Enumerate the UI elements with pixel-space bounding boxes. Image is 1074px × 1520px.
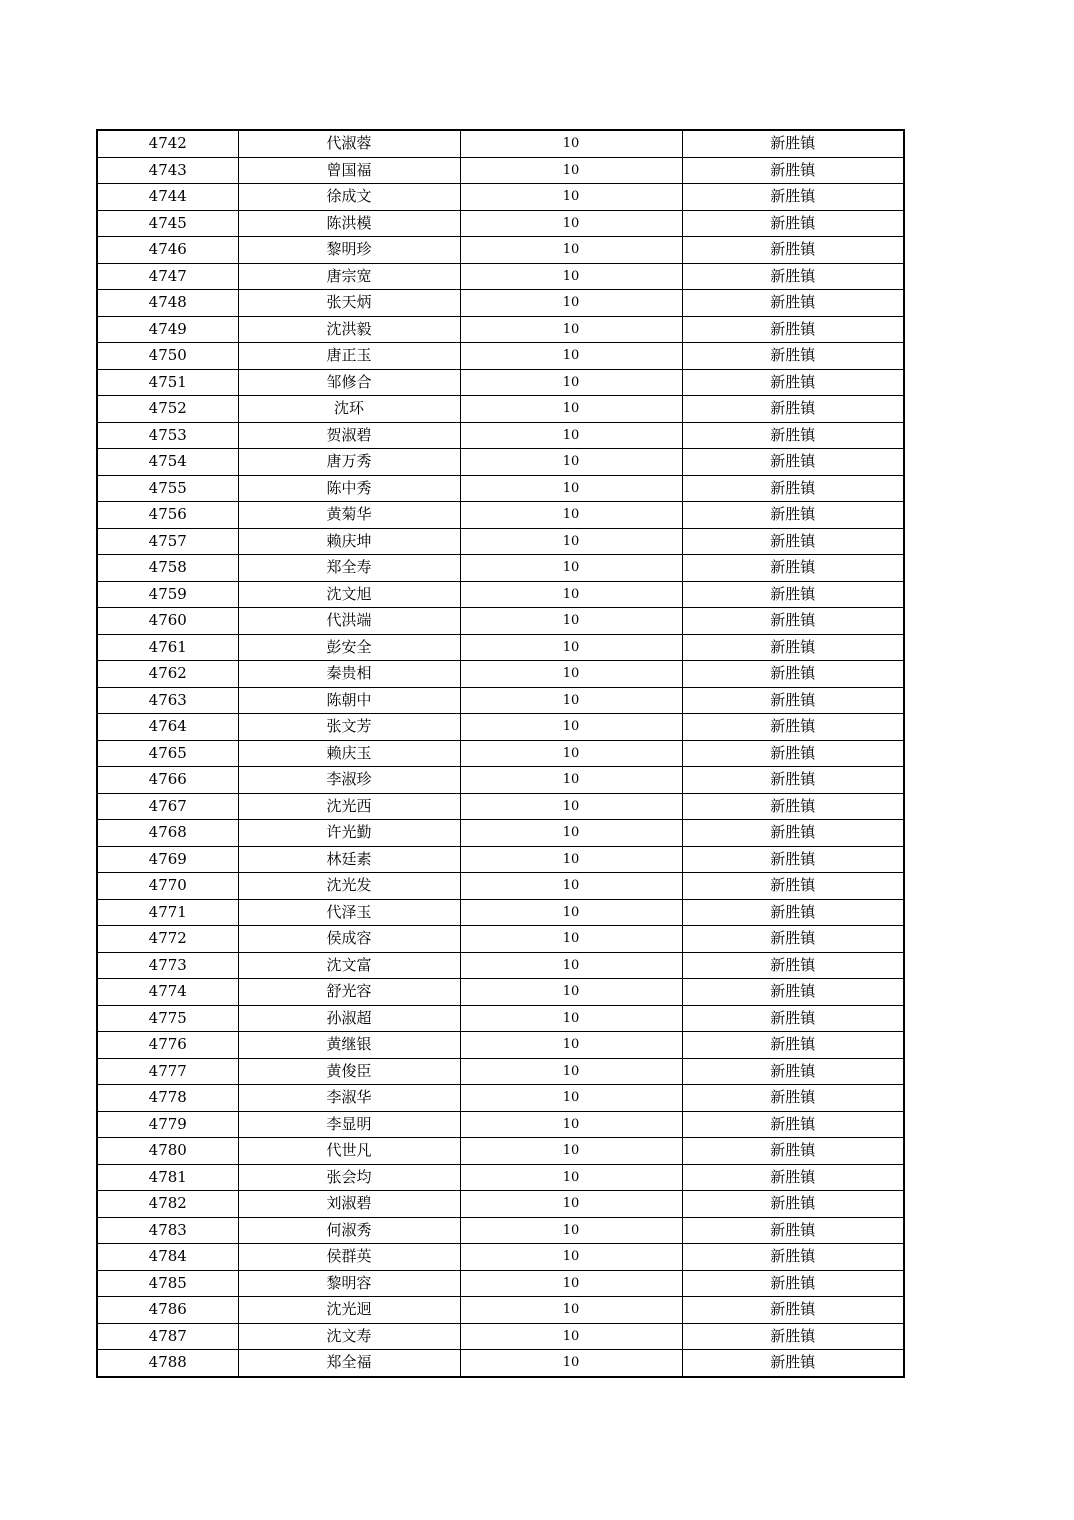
town-cell: 新胜镇 xyxy=(682,820,904,847)
row-number-cell: 4784 xyxy=(97,1244,238,1271)
amount-cell: 10 xyxy=(460,926,682,953)
name-cell: 舒光容 xyxy=(238,979,460,1006)
table-row xyxy=(97,422,904,449)
name-cell: 唐宗宽 xyxy=(238,263,460,290)
row-number-cell: 4772 xyxy=(97,926,238,953)
town-cell: 新胜镇 xyxy=(682,661,904,688)
table-row xyxy=(97,1138,904,1165)
name-cell: 孙淑超 xyxy=(238,1005,460,1032)
table-row xyxy=(97,369,904,396)
town-cell: 新胜镇 xyxy=(682,1032,904,1059)
amount-cell: 10 xyxy=(460,1111,682,1138)
amount-cell: 10 xyxy=(460,449,682,476)
table-row xyxy=(97,263,904,290)
amount-cell: 10 xyxy=(460,1085,682,1112)
row-number-cell: 4764 xyxy=(97,714,238,741)
row-number-cell: 4748 xyxy=(97,290,238,317)
table-row xyxy=(97,634,904,661)
town-cell: 新胜镇 xyxy=(682,1085,904,1112)
town-cell: 新胜镇 xyxy=(682,263,904,290)
town-cell: 新胜镇 xyxy=(682,316,904,343)
table-row xyxy=(97,1164,904,1191)
town-cell: 新胜镇 xyxy=(682,767,904,794)
name-cell: 秦贵相 xyxy=(238,661,460,688)
town-cell: 新胜镇 xyxy=(682,846,904,873)
table-row xyxy=(97,184,904,211)
table-row xyxy=(97,210,904,237)
amount-cell: 10 xyxy=(460,873,682,900)
town-cell: 新胜镇 xyxy=(682,581,904,608)
amount-cell: 10 xyxy=(460,343,682,370)
amount-cell: 10 xyxy=(460,475,682,502)
amount-cell: 10 xyxy=(460,661,682,688)
row-number-cell: 4750 xyxy=(97,343,238,370)
table-row xyxy=(97,502,904,529)
town-cell: 新胜镇 xyxy=(682,979,904,1006)
table-row xyxy=(97,1270,904,1297)
town-cell: 新胜镇 xyxy=(682,1058,904,1085)
table-row xyxy=(97,1244,904,1271)
name-cell: 陈洪模 xyxy=(238,210,460,237)
row-number-cell: 4771 xyxy=(97,899,238,926)
name-cell: 邹修合 xyxy=(238,369,460,396)
table-row xyxy=(97,952,904,979)
table-row xyxy=(97,1005,904,1032)
name-cell: 侯成容 xyxy=(238,926,460,953)
amount-cell: 10 xyxy=(460,1217,682,1244)
name-cell: 沈洪毅 xyxy=(238,316,460,343)
table-row xyxy=(97,873,904,900)
table-row xyxy=(97,608,904,635)
table-row xyxy=(97,343,904,370)
amount-cell: 10 xyxy=(460,184,682,211)
amount-cell: 10 xyxy=(460,1323,682,1350)
amount-cell: 10 xyxy=(460,157,682,184)
town-cell: 新胜镇 xyxy=(682,502,904,529)
table-row xyxy=(97,1111,904,1138)
town-cell: 新胜镇 xyxy=(682,1111,904,1138)
amount-cell: 10 xyxy=(460,237,682,264)
name-cell: 何淑秀 xyxy=(238,1217,460,1244)
row-number-cell: 4746 xyxy=(97,237,238,264)
amount-cell: 10 xyxy=(460,979,682,1006)
name-cell: 郑全寿 xyxy=(238,555,460,582)
amount-cell: 10 xyxy=(460,767,682,794)
town-cell: 新胜镇 xyxy=(682,528,904,555)
row-number-cell: 4751 xyxy=(97,369,238,396)
amount-cell: 10 xyxy=(460,1270,682,1297)
table-row xyxy=(97,1191,904,1218)
town-cell: 新胜镇 xyxy=(682,793,904,820)
town-cell: 新胜镇 xyxy=(682,926,904,953)
table-row xyxy=(97,1217,904,1244)
name-cell: 沈文富 xyxy=(238,952,460,979)
town-cell: 新胜镇 xyxy=(682,899,904,926)
name-cell: 张文芳 xyxy=(238,714,460,741)
table-row xyxy=(97,237,904,264)
row-number-cell: 4747 xyxy=(97,263,238,290)
row-number-cell: 4763 xyxy=(97,687,238,714)
town-cell: 新胜镇 xyxy=(682,952,904,979)
row-number-cell: 4758 xyxy=(97,555,238,582)
amount-cell: 10 xyxy=(460,1005,682,1032)
row-number-cell: 4753 xyxy=(97,422,238,449)
amount-cell: 10 xyxy=(460,1164,682,1191)
amount-cell: 10 xyxy=(460,369,682,396)
town-cell: 新胜镇 xyxy=(682,608,904,635)
town-cell: 新胜镇 xyxy=(682,343,904,370)
town-cell: 新胜镇 xyxy=(682,687,904,714)
row-number-cell: 4755 xyxy=(97,475,238,502)
name-cell: 彭安全 xyxy=(238,634,460,661)
row-number-cell: 4785 xyxy=(97,1270,238,1297)
name-cell: 赖庆坤 xyxy=(238,528,460,555)
name-cell: 贺淑碧 xyxy=(238,422,460,449)
amount-cell: 10 xyxy=(460,422,682,449)
row-number-cell: 4770 xyxy=(97,873,238,900)
town-cell: 新胜镇 xyxy=(682,873,904,900)
name-cell: 黎明珍 xyxy=(238,237,460,264)
row-number-cell: 4777 xyxy=(97,1058,238,1085)
table-row xyxy=(97,475,904,502)
row-number-cell: 4754 xyxy=(97,449,238,476)
town-cell: 新胜镇 xyxy=(682,237,904,264)
amount-cell: 10 xyxy=(460,1297,682,1324)
name-cell: 郑全福 xyxy=(238,1350,460,1377)
town-cell: 新胜镇 xyxy=(682,1323,904,1350)
name-cell: 唐正玉 xyxy=(238,343,460,370)
table-row xyxy=(97,528,904,555)
town-cell: 新胜镇 xyxy=(682,1217,904,1244)
amount-cell: 10 xyxy=(460,502,682,529)
amount-cell: 10 xyxy=(460,687,682,714)
amount-cell: 10 xyxy=(460,1032,682,1059)
amount-cell: 10 xyxy=(460,1350,682,1377)
table-row xyxy=(97,130,904,157)
amount-cell: 10 xyxy=(460,1058,682,1085)
town-cell: 新胜镇 xyxy=(682,422,904,449)
name-cell: 李淑珍 xyxy=(238,767,460,794)
name-cell: 沈文寿 xyxy=(238,1323,460,1350)
amount-cell: 10 xyxy=(460,555,682,582)
amount-cell: 10 xyxy=(460,263,682,290)
row-number-cell: 4769 xyxy=(97,846,238,873)
amount-cell: 10 xyxy=(460,210,682,237)
row-number-cell: 4788 xyxy=(97,1350,238,1377)
amount-cell: 10 xyxy=(460,1138,682,1165)
town-cell: 新胜镇 xyxy=(682,157,904,184)
name-cell: 黎明容 xyxy=(238,1270,460,1297)
amount-cell: 10 xyxy=(460,899,682,926)
table-row xyxy=(97,846,904,873)
name-cell: 沈光迥 xyxy=(238,1297,460,1324)
row-number-cell: 4749 xyxy=(97,316,238,343)
name-cell: 赖庆玉 xyxy=(238,740,460,767)
name-cell: 林廷素 xyxy=(238,846,460,873)
name-cell: 李显明 xyxy=(238,1111,460,1138)
amount-cell: 10 xyxy=(460,608,682,635)
row-number-cell: 4762 xyxy=(97,661,238,688)
table-row xyxy=(97,555,904,582)
name-cell: 代淑蓉 xyxy=(238,130,460,157)
town-cell: 新胜镇 xyxy=(682,475,904,502)
amount-cell: 10 xyxy=(460,952,682,979)
name-cell: 唐万秀 xyxy=(238,449,460,476)
row-number-cell: 4774 xyxy=(97,979,238,1006)
row-number-cell: 4773 xyxy=(97,952,238,979)
town-cell: 新胜镇 xyxy=(682,184,904,211)
town-cell: 新胜镇 xyxy=(682,1005,904,1032)
name-cell: 代洪端 xyxy=(238,608,460,635)
row-number-cell: 4756 xyxy=(97,502,238,529)
town-cell: 新胜镇 xyxy=(682,290,904,317)
row-number-cell: 4760 xyxy=(97,608,238,635)
amount-cell: 10 xyxy=(460,290,682,317)
town-cell: 新胜镇 xyxy=(682,1350,904,1377)
name-cell: 代泽玉 xyxy=(238,899,460,926)
row-number-cell: 4787 xyxy=(97,1323,238,1350)
table-row xyxy=(97,926,904,953)
name-cell: 沈文旭 xyxy=(238,581,460,608)
table-row xyxy=(97,899,904,926)
row-number-cell: 4780 xyxy=(97,1138,238,1165)
name-cell: 侯群英 xyxy=(238,1244,460,1271)
amount-cell: 10 xyxy=(460,396,682,423)
amount-cell: 10 xyxy=(460,793,682,820)
table-row xyxy=(97,316,904,343)
town-cell: 新胜镇 xyxy=(682,555,904,582)
amount-cell: 10 xyxy=(460,846,682,873)
table-row xyxy=(97,661,904,688)
name-cell: 陈朝中 xyxy=(238,687,460,714)
row-number-cell: 4745 xyxy=(97,210,238,237)
table-row xyxy=(97,157,904,184)
row-number-cell: 4765 xyxy=(97,740,238,767)
town-cell: 新胜镇 xyxy=(682,1270,904,1297)
amount-cell: 10 xyxy=(460,740,682,767)
row-number-cell: 4782 xyxy=(97,1191,238,1218)
table-row xyxy=(97,1032,904,1059)
town-cell: 新胜镇 xyxy=(682,1244,904,1271)
table-row xyxy=(97,1297,904,1324)
row-number-cell: 4757 xyxy=(97,528,238,555)
row-number-cell: 4786 xyxy=(97,1297,238,1324)
row-number-cell: 4743 xyxy=(97,157,238,184)
amount-cell: 10 xyxy=(460,1244,682,1271)
row-number-cell: 4779 xyxy=(97,1111,238,1138)
table-row xyxy=(97,1058,904,1085)
name-cell: 代世凡 xyxy=(238,1138,460,1165)
name-cell: 刘淑碧 xyxy=(238,1191,460,1218)
town-cell: 新胜镇 xyxy=(682,369,904,396)
row-number-cell: 4768 xyxy=(97,820,238,847)
table-row xyxy=(97,1085,904,1112)
row-number-cell: 4775 xyxy=(97,1005,238,1032)
name-cell: 沈光西 xyxy=(238,793,460,820)
name-cell: 张天炳 xyxy=(238,290,460,317)
table-row xyxy=(97,740,904,767)
town-cell: 新胜镇 xyxy=(682,396,904,423)
town-cell: 新胜镇 xyxy=(682,740,904,767)
town-cell: 新胜镇 xyxy=(682,1164,904,1191)
table-row xyxy=(97,449,904,476)
row-number-cell: 4766 xyxy=(97,767,238,794)
town-cell: 新胜镇 xyxy=(682,210,904,237)
row-number-cell: 4759 xyxy=(97,581,238,608)
table-row xyxy=(97,793,904,820)
name-cell: 张会均 xyxy=(238,1164,460,1191)
table-row xyxy=(97,687,904,714)
town-cell: 新胜镇 xyxy=(682,714,904,741)
table-row xyxy=(97,714,904,741)
table-row xyxy=(97,767,904,794)
name-cell: 曾国福 xyxy=(238,157,460,184)
table-row xyxy=(97,396,904,423)
town-cell: 新胜镇 xyxy=(682,130,904,157)
table-row xyxy=(97,1323,904,1350)
row-number-cell: 4752 xyxy=(97,396,238,423)
name-cell: 沈光发 xyxy=(238,873,460,900)
town-cell: 新胜镇 xyxy=(682,1297,904,1324)
name-cell: 黄继银 xyxy=(238,1032,460,1059)
town-cell: 新胜镇 xyxy=(682,1191,904,1218)
row-number-cell: 4742 xyxy=(97,130,238,157)
row-number-cell: 4767 xyxy=(97,793,238,820)
name-cell: 陈中秀 xyxy=(238,475,460,502)
amount-cell: 10 xyxy=(460,634,682,661)
amount-cell: 10 xyxy=(460,820,682,847)
row-number-cell: 4744 xyxy=(97,184,238,211)
table-row xyxy=(97,290,904,317)
row-number-cell: 4761 xyxy=(97,634,238,661)
town-cell: 新胜镇 xyxy=(682,449,904,476)
town-cell: 新胜镇 xyxy=(682,634,904,661)
row-number-cell: 4778 xyxy=(97,1085,238,1112)
amount-cell: 10 xyxy=(460,316,682,343)
town-cell: 新胜镇 xyxy=(682,1138,904,1165)
data-table xyxy=(96,129,905,1378)
name-cell: 许光勤 xyxy=(238,820,460,847)
row-number-cell: 4781 xyxy=(97,1164,238,1191)
table-body xyxy=(97,130,904,1377)
amount-cell: 10 xyxy=(460,130,682,157)
table-row xyxy=(97,1350,904,1377)
amount-cell: 10 xyxy=(460,1191,682,1218)
amount-cell: 10 xyxy=(460,528,682,555)
row-number-cell: 4783 xyxy=(97,1217,238,1244)
name-cell: 黄俊臣 xyxy=(238,1058,460,1085)
row-number-cell: 4776 xyxy=(97,1032,238,1059)
table-row xyxy=(97,581,904,608)
table-row xyxy=(97,820,904,847)
name-cell: 李淑华 xyxy=(238,1085,460,1112)
name-cell: 沈环 xyxy=(238,396,460,423)
amount-cell: 10 xyxy=(460,714,682,741)
amount-cell: 10 xyxy=(460,581,682,608)
name-cell: 徐成文 xyxy=(238,184,460,211)
table-row xyxy=(97,979,904,1006)
name-cell: 黄菊华 xyxy=(238,502,460,529)
